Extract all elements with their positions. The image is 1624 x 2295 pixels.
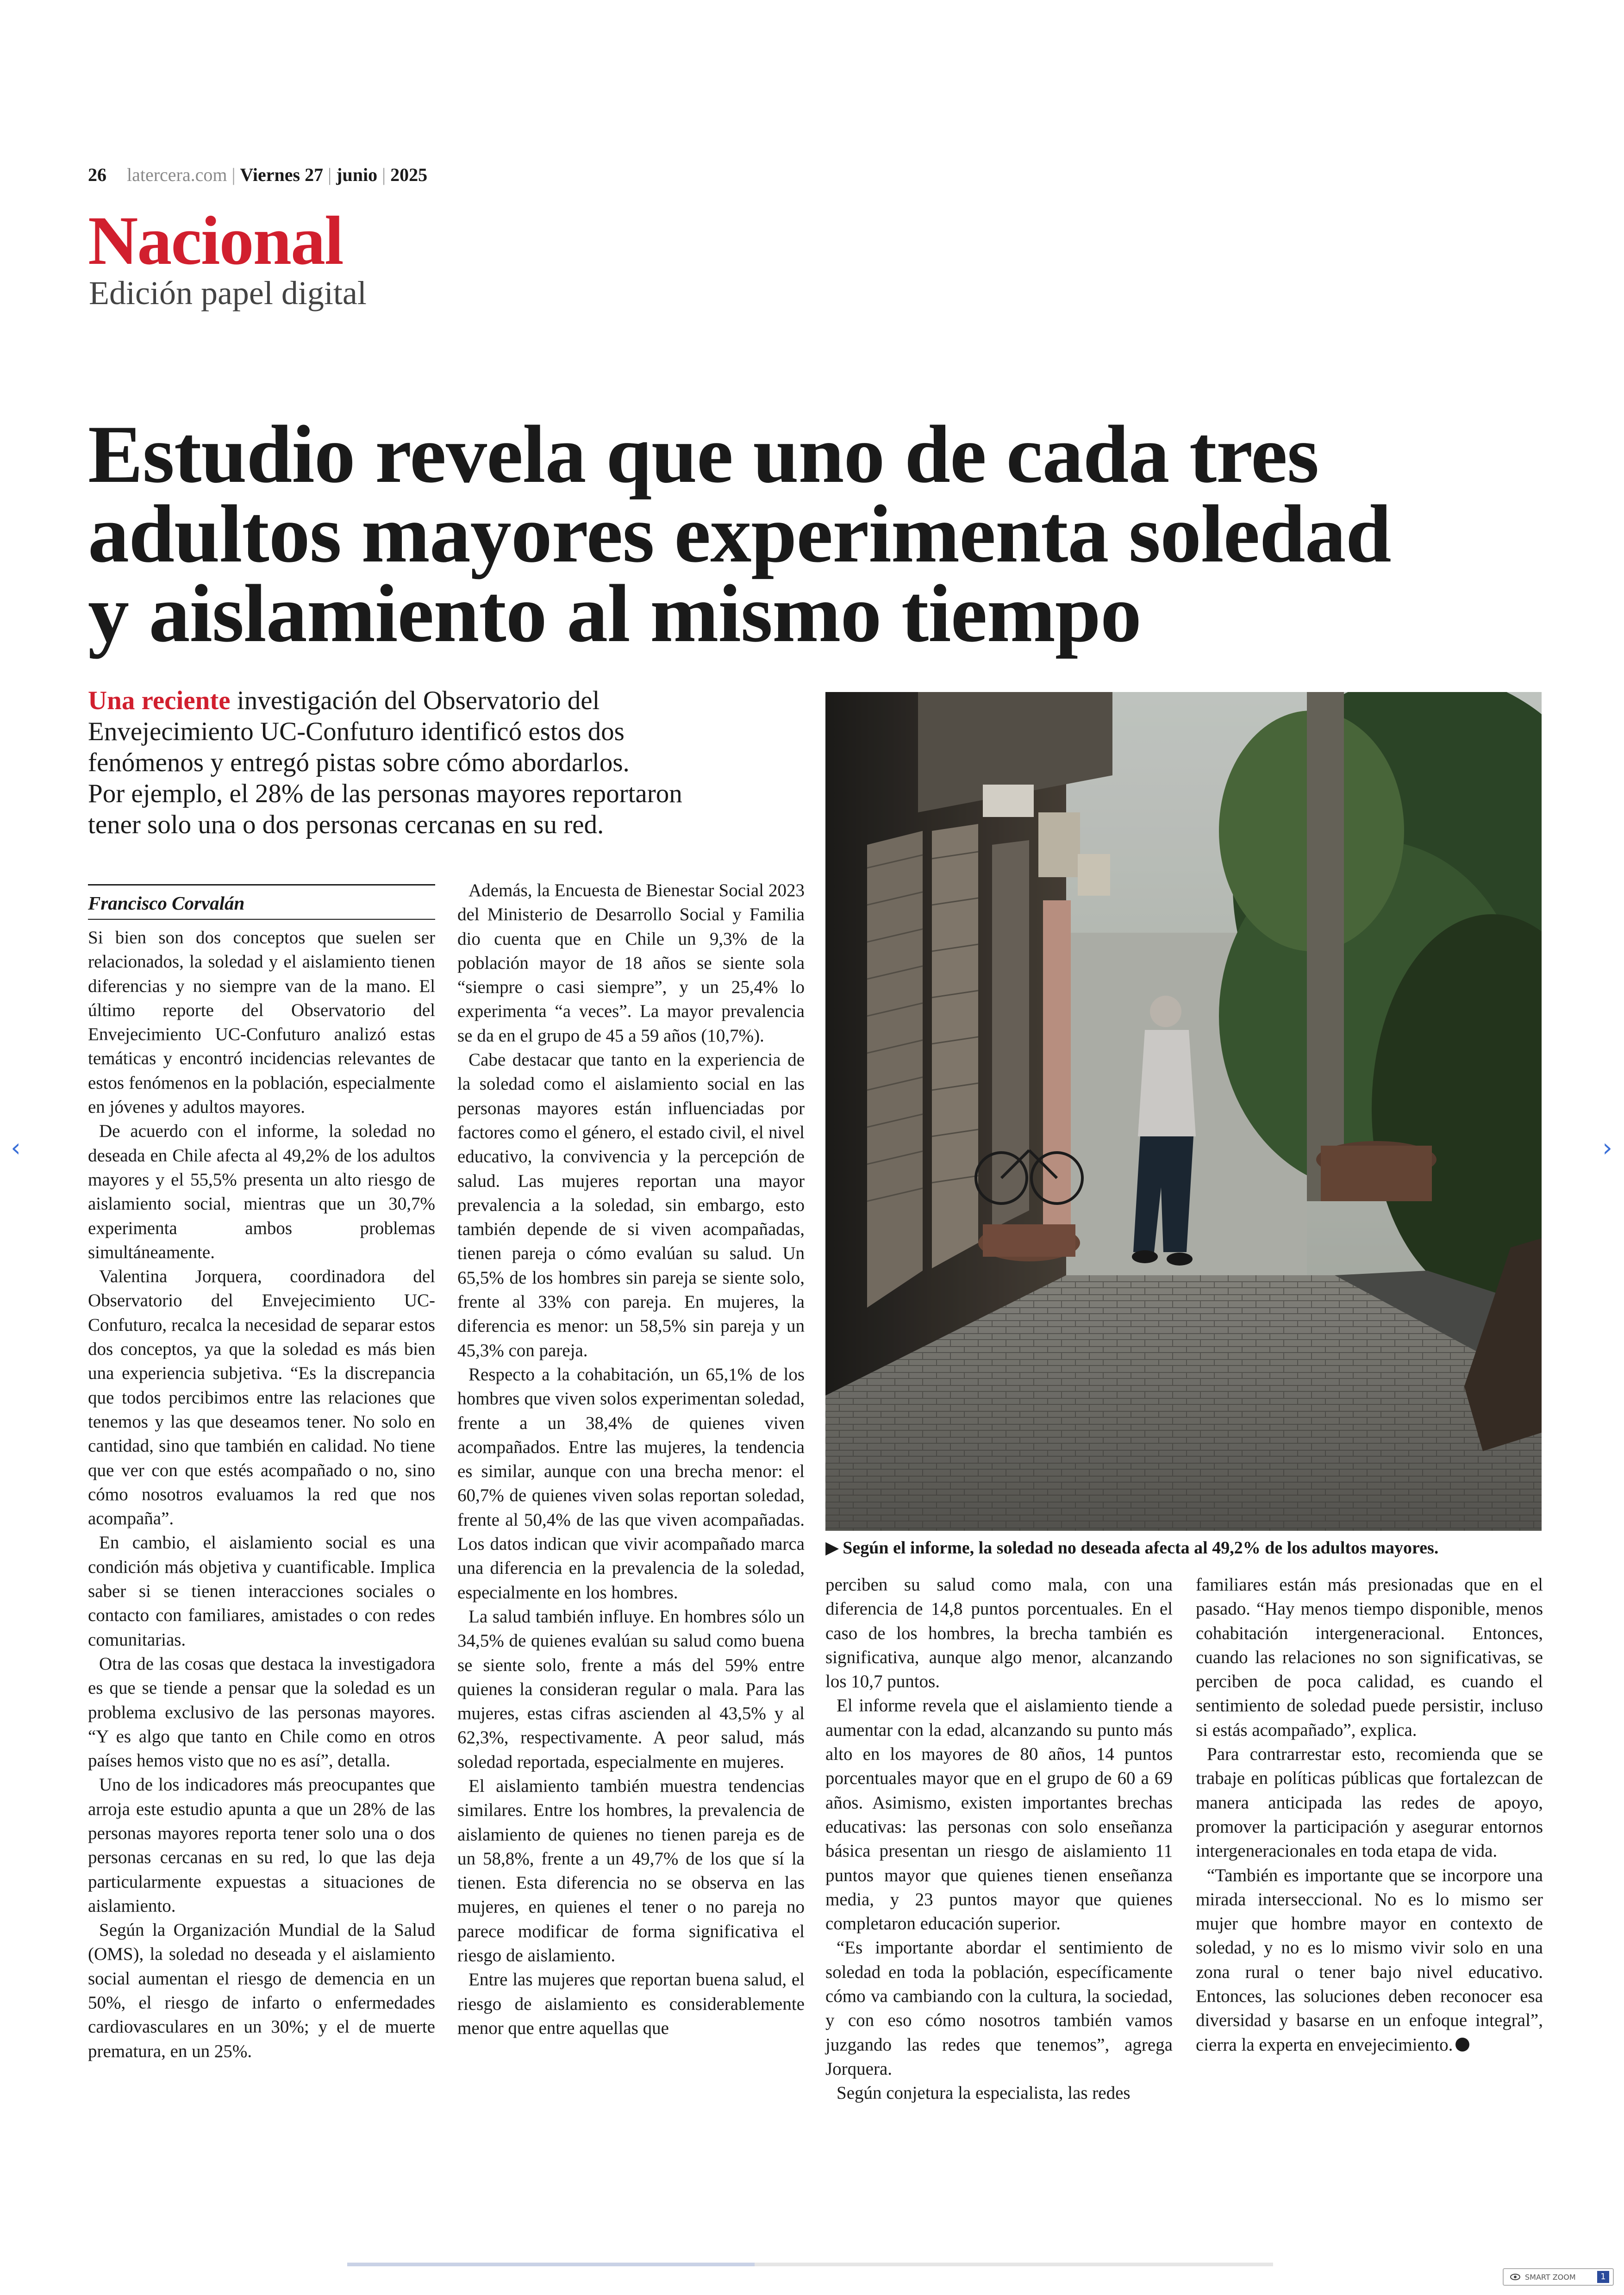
body-paragraph: Si bien son dos conceptos que suelen ser relacionados, la soledad y el aislamiento tienen diferencias y no siempre van de la mano. El último reporte del Observatorio del Envejecimiento UC-Confuturo analizó estas temáticas y encontró incidencias relevantes de estos fenómenos en la población, especialmente en jóvenes y adultos mayores.	[88, 928, 435, 1117]
lead-line: fenómenos y entregó pistas sobre cómo abordarlos.	[88, 748, 630, 777]
scrollbar-thumb[interactable]	[347, 2263, 755, 2266]
folio-line	[88, 162, 427, 188]
body-paragraph: El aislamiento también muestra tendencias similares. Entre los hombres, la prevalencia de aislamiento de quienes no tienen pareja es de un 58,8%, frente a un 49,7% de los que sí la tienen. Esta diferencia no se observa en las mujeres, en quienes el tener o no pareja no parece modificar de forma significativa el riesgo de aislamiento.	[457, 1776, 805, 1966]
body-column-1	[88, 926, 435, 2064]
site-name: latercera.com	[127, 164, 227, 185]
body-paragraph: “Es importante abordar el sentimiento de soledad en toda la población, específicamente cómo va cambiando con la cultura, la sociedad, y con eso cómo nosotros también vamos juzgando las redes que tenemos”, agrega Jorquera.	[825, 1938, 1173, 2079]
headline-line: adultos mayores experimenta soledad	[88, 488, 1391, 580]
body-column-4	[1196, 1573, 1543, 2057]
lead-highlight: Una reciente	[88, 686, 231, 715]
body-paragraph: De acuerdo con el informe, la soledad no deseada en Chile afecta al 49,2% de los adultos mayores y el 55,5% presenta un alto riesgo de aislamiento social, mientras que un 30,7% experimenta ambos problemas simultáneamente.	[88, 1121, 435, 1262]
body-column-2	[457, 879, 805, 2040]
folio-year: 2025	[390, 164, 428, 185]
headline-line: Estudio revela que uno de cada tres	[88, 408, 1319, 500]
page-badge: 1	[1597, 2271, 1609, 2283]
lead-first-rest: investigación del Observatorio del	[230, 686, 600, 715]
prev-page-button[interactable]	[6, 1134, 25, 1162]
body-paragraph: Cabe destacar que tanto en la experiencia de la soledad como el aislamiento social en las personas mayores están influenciadas por factores como el género, el estado civil, el nivel educativo, la convivencia y la percepción de salud. Las mujeres reportan una mayor prevalencia a la soledad, sin embargo, esto también depende de si viven acompañadas, tienen pareja o cómo evalúan su salud. Un 65,5% de los hombres sin pareja se siente solo, frente al 33% con pareja. En mujeres, la diferencia es menor: un 58,5% sin pareja y un 45,3% con pareja.	[457, 1050, 805, 1360]
folio-month: junio	[336, 164, 378, 185]
page-scrollbar[interactable]	[347, 2263, 1273, 2266]
body-paragraph: Además, la Encuesta de Bienestar Social 2023 del Ministerio de Desarrollo Social y Familia dio cuenta que en Chile un 9,3% de la población mayor de 18 años se siente sola “siempre o casi siempre”, y un 25,4% lo experimenta “a veces”. La mayor prevalencia se da en el grupo de 45 a 59 años (10,7%).	[457, 880, 805, 1046]
section-title: Nacional	[88, 202, 343, 279]
lead-line: Envejecimiento UC-Confuturo identificó estos dos	[88, 717, 625, 746]
body-paragraph: Respecto a la cohabitación, un 65,1% de los hombres que viven solos experimentan soledad, frente a un 38,4% de quienes viven acompañados. Entre las mujeres, la tendencia es similar, aunque con una brecha menor: el 60,7% de quienes viven solas reportan soledad, frente al 50,4% de las que viven acompañadas. Los datos indican que vivir acompañado marca una diferencia en la prevalencia de la soledad, especialmente en los hombres.	[457, 1364, 805, 1603]
folio-separator: |	[231, 164, 236, 185]
body-paragraph: Según la Organización Mundial de la Salud (OMS), la soledad no deseada y el aislamiento social aumentan el riesgo de demencia en un 50%, el riesgo de infarto o enfermedades cardiovasculares en un 30%; y el de muerte prematura, en un 25%.	[88, 1920, 435, 2061]
end-mark-icon	[1455, 2038, 1469, 2052]
edition-label: Edición papel digital	[89, 274, 367, 312]
body-paragraph: familiares están más presionadas que en el pasado. “Hay menos tiempo disponible, menos cohabitación intergeneracional. Entonces, cuando las relaciones no son significativas, se perciben de poca calidad, es cuando el sentimiento de soledad puede persistir, incluso si estás acompañado”, explica.	[1196, 1575, 1543, 1740]
caption-text: Según el informe, la soledad no deseada afecta al 49,2% de los adultos mayores.	[843, 1538, 1439, 1558]
folio-separator: |	[328, 164, 332, 185]
body-paragraph: El informe revela que el aislamiento tiende a aumentar con la edad, alcanzando su punto más alto en los mayores de 80 años, 14 puntos porcentuales mayor que en el grupo de 60 a 69 años. Asimismo, existen importantes brechas educativas: las personas con solo enseñanza básica presentan un riesgo de aislamiento 11 puntos mayor que quienes tienen enseñanza media, y 23 puntos mayor que quienes completaron educación superior.	[825, 1696, 1173, 1934]
folio-day: Viernes 27	[240, 164, 324, 185]
folio-separator: |	[382, 164, 386, 185]
lead-line	[88, 685, 810, 716]
caption-arrow-icon: ▶	[825, 1538, 839, 1558]
smart-zoom-label: SMART ZOOM	[1525, 2272, 1576, 2282]
smart-zoom-control[interactable]	[1503, 2268, 1614, 2286]
chevron-left-icon: ‹	[11, 1133, 21, 1162]
body-paragraph: En cambio, el aislamiento social es una condición más objetiva y cuantificable. Implica saber si se tienen interacciones sociales o contacto con familiares, amistades o con redes comunitarias.	[88, 1533, 435, 1650]
article-photo	[825, 692, 1542, 1531]
headline-line: y aislamiento al mismo tiempo	[88, 568, 1141, 659]
body-paragraph: Uno de los indicadores más preocupantes que arroja este estudio apunta a que un 28% de las personas mayores reporta tener solo una o dos personas cercanas en su red, lo que las deja particularmente expuestas a situaciones de aislamiento.	[88, 1775, 435, 1916]
photo-illustration	[825, 692, 1542, 1531]
body-paragraph: Valentina Jorquera, coordinadora del Observatorio del Envejecimiento UC-Confuturo, recalca la necesidad de separar estos dos conceptos, ya que la soledad es más bien una experiencia subjetiva. “Es la discrepancia que todos percibimos entre las relaciones que tenemos y las que deseamos tener. No solo en cantidad, sino que también en calidad. No tiene que ver con que estés acompañado o no, sino cómo nosotros evaluamos la red que nos acompaña”.	[88, 1266, 435, 1529]
body-paragraph: Otra de las cosas que destaca la investigadora es que se tiende a pensar que la soledad es un problema exclusivo de las personas mayores. “Y es algo que tanto en Chile como en otros países hemos visto que no es así”, detalla.	[88, 1653, 435, 1771]
lead-line: Por ejemplo, el 28% de las personas mayores reportaron	[88, 779, 682, 808]
lead-line: tener solo una o dos personas cercanas en su red.	[88, 810, 604, 839]
body-paragraph: Según conjetura la especialista, las redes	[837, 2083, 1131, 2103]
byline: Francisco Corvalán	[88, 884, 435, 915]
page-number: 26	[88, 164, 106, 185]
chevron-right-icon: ›	[1602, 1133, 1612, 1162]
next-page-button[interactable]	[1598, 1134, 1617, 1162]
byline-divider	[88, 919, 435, 920]
closing-text: “También es importante que se incorpore una mirada interseccional. No es lo mismo ser mujer que hombre mayor en contexto de soledad, y no es lo mismo vivir solo en una zona rural o tener bajo nivel educativo. Entonces, las soluciones deben reconocer esa diversidad y basarse en un enfoque integral”, cierra la experta en envejecimiento.	[1196, 1865, 1543, 2055]
headline	[88, 408, 1546, 659]
body-paragraph: Para contrarrestar esto, recomienda que se trabaje en políticas públicas que fortalezcan de manera anticipada las redes de apoyo, promover la participación y asegurar entornos intergeneracionales en toda etapa de vida.	[1196, 1744, 1543, 1861]
eye-icon	[1510, 2274, 1520, 2280]
body-paragraph: La salud también influye. En hombres sólo un 34,5% de quienes evalúan su salud como buena se siente solo, frente a más del 59% entre quienes la consideran regular o mala. Para las mujeres, estas cifras ascienden al 43,5% y al 62,3%, respectivamente. A peor salud, más soledad reportada, especialmente en mujeres.	[457, 1606, 805, 1772]
lead-paragraph	[88, 685, 810, 840]
photo-caption	[825, 1536, 1548, 1560]
body-paragraph: perciben su salud como mala, con una diferencia de 14,8 puntos porcentuales. En el caso de los hombres, la brecha también es significativa, aunque algo menor, alcanzando los 10,7 puntos.	[825, 1575, 1173, 1692]
body-paragraph	[1196, 1864, 1543, 2057]
body-column-3	[825, 1573, 1173, 2106]
body-paragraph: Entre las mujeres que reportan buena salud, el riesgo de aislamiento es considerablemente menor que entre aquellas que	[457, 1970, 805, 2038]
